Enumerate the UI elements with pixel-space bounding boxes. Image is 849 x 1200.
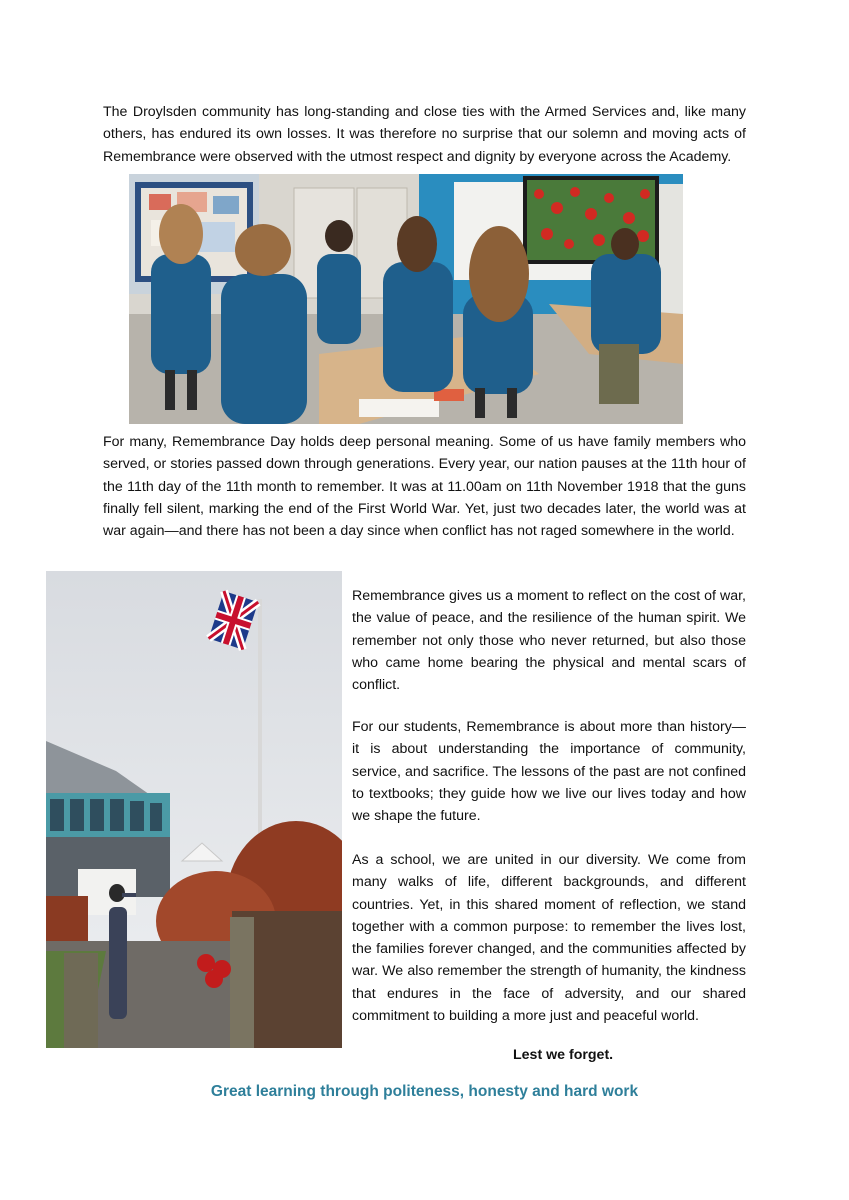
school-motto: Great learning through politeness, honesty and hard work bbox=[210, 1083, 639, 1100]
flagpole-salute-photo bbox=[46, 571, 342, 1048]
classroom-scene-illustration bbox=[129, 174, 683, 424]
closing-line: Lest we forget. bbox=[513, 1047, 614, 1063]
flagpole-scene-illustration bbox=[46, 571, 342, 1048]
reflection-paragraph: Remembrance gives us a moment to reflect on the cost of war, the value of peace, and the resilience of the human spirit. We remember not only those who never returned, but also those who came home bearing the physical and mental scars of conflict. bbox=[352, 588, 746, 694]
classroom-remembrance-photo bbox=[129, 174, 683, 424]
intro-paragraph: The Droylsden community has long-standing and close ties with the Armed Services and, like many others, has endured its own losses. It was therefore no surprise that our solemn and moving acts of Remembrance were observed with the utmost respect and dignity by everyone across the Academy. bbox=[103, 104, 746, 165]
diversity-paragraph: As a school, we are united in our diversity. We come from many walks of life, different backgrounds, and different countries. Yet, in this shared moment of reflection, we stand together with a common purpose: to remember the lives lost, the families forever changed, and the communities affected by war. We also remember the strength of humanity, the kindness that endures in the face of adversity, and our shared commitment to building a more just and peaceful world. bbox=[352, 852, 746, 1025]
students-paragraph: For our students, Remembrance is about more than history— it is about understanding the importance of community, service, and sacrifice. The lessons of the past are not confined to textbooks; they guide how we live our lives today and how we shape the future. bbox=[352, 719, 746, 825]
meaning-paragraph: For many, Remembrance Day holds deep personal meaning. Some of us have family members who served, or stories passed down through generations. Every year, our nation pauses at the 11th hour of the 11th day of the 11th month to remember. It was at 11.00am on 11th November 1918 that the guns finally fell silent, marking the end of the First World War. Yet, just two decades later, the world was at war again—and there has not been a day since when conflict has not raged somewhere in the world. bbox=[103, 434, 746, 540]
